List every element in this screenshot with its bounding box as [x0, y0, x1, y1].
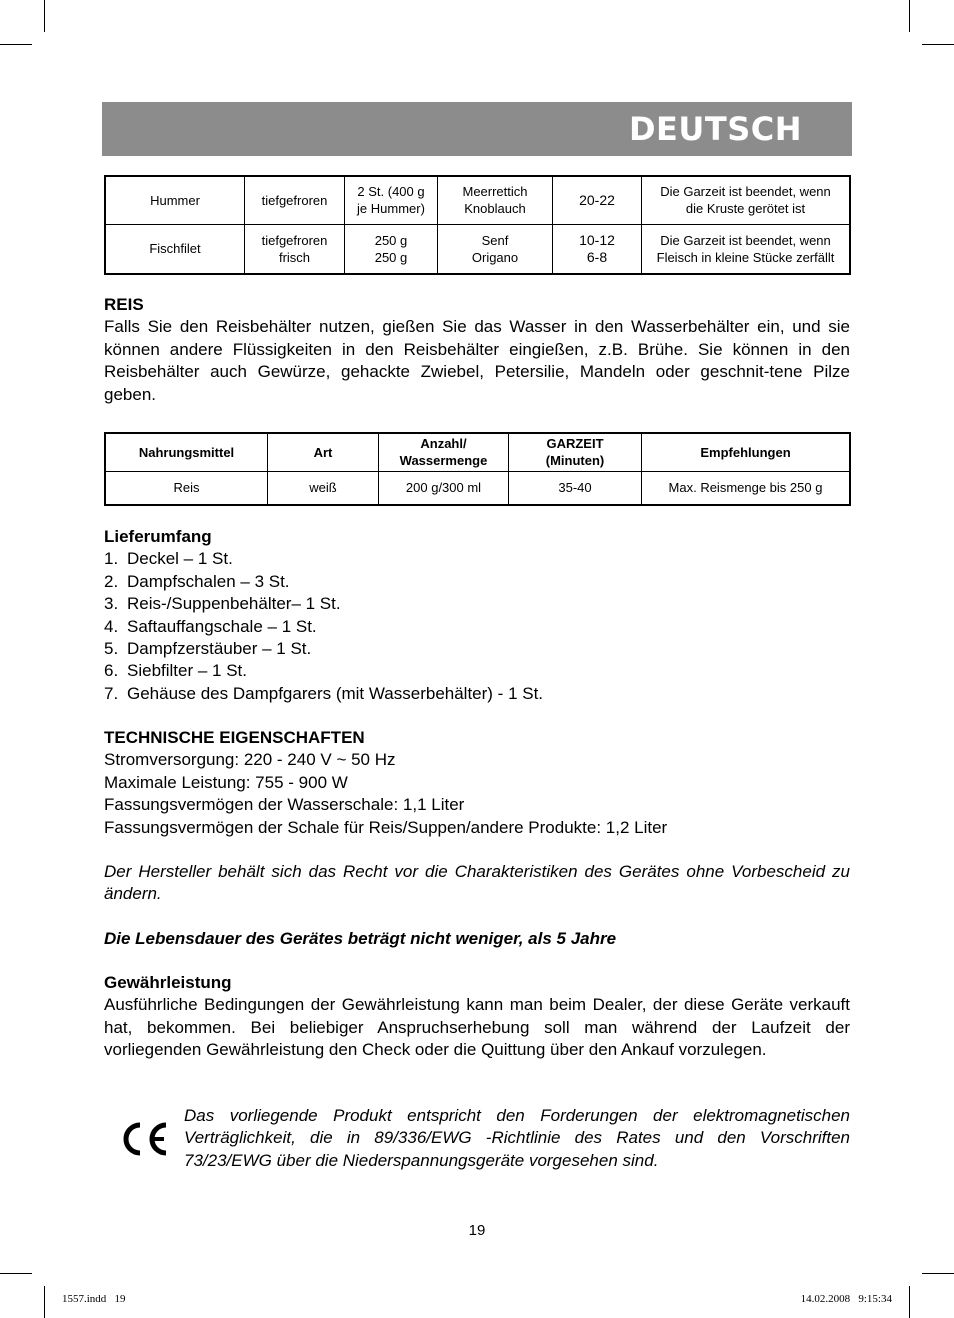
table-cell: 250 g 250 g: [345, 224, 438, 274]
list-number: 1.: [104, 549, 119, 569]
crop-mark: [0, 44, 32, 45]
list-number: 7.: [104, 683, 119, 703]
spec-line: Stromversorgung: 220 - 240 V ~ 50 Hz: [104, 750, 396, 770]
paragraph: Ausführliche Bedingungen der Gewährleistung kann man beim Dealer, der diese Geräte verkauft hat, bekommen. Bei beliebiger Anspruchserhebung soll man während der Laufzeit der vorliegenden Gewährleistung den Check oder die Quittung über den Ankauf vorzulegen.: [104, 995, 850, 1060]
section-heading: TECHNISCHE EIGENSCHAFTEN: [104, 728, 365, 747]
table-cell: 20-22: [553, 176, 642, 224]
list-item: [104, 660, 850, 682]
cooking-table: [104, 175, 851, 275]
list-text: Dampfschalen – 3 St.: [127, 571, 290, 591]
table-cell: Fischfilet: [105, 224, 245, 274]
contents-list: [104, 548, 850, 705]
list-item: [104, 548, 850, 570]
list-text: Siebfilter – 1 St.: [127, 661, 248, 681]
table-cell: 10-12 6-8: [553, 224, 642, 274]
table-cell: weiß: [268, 471, 379, 505]
column-header: Art: [268, 433, 379, 471]
list-text: Dampfzerstäuber – 1 St.: [127, 639, 312, 659]
list-number: 2.: [104, 571, 119, 591]
page-number: 19: [468, 1222, 486, 1239]
list-item: [104, 616, 850, 638]
language-banner: [102, 102, 852, 156]
table-header-row: [105, 433, 850, 471]
list-item: [104, 683, 850, 705]
crop-mark: [909, 1286, 910, 1318]
section-heading: REIS: [104, 295, 144, 314]
list-item: [104, 638, 850, 660]
manufacturer-note: Der Hersteller behält sich das Recht vor die Charakteristiken des Gerätes ohne Vorbescheid zu ändern.: [104, 862, 850, 904]
column-header: Anzahl/ Wassermenge: [379, 433, 509, 471]
column-header: GARZEIT (Minuten): [509, 433, 642, 471]
spec-line: Fassungsvermögen der Wasserschale: 1,1 Liter: [104, 795, 465, 815]
list-number: 5.: [104, 639, 119, 659]
warranty-section: [104, 972, 850, 1062]
table-cell: Hummer: [105, 176, 245, 224]
page-title: DEUTSCH: [628, 110, 802, 148]
list-number: 3.: [104, 594, 119, 614]
table-cell: Die Garzeit ist beendet, wenn Fleisch in kleine Stücke zerfällt: [642, 224, 851, 274]
table-row: [105, 471, 850, 505]
table-cell: 2 St. (400 g je Hummer): [345, 176, 438, 224]
footer-file-info: 1557.indd 19: [62, 1293, 126, 1305]
section-heading: Gewährleistung: [104, 973, 232, 992]
crop-mark: [909, 0, 910, 32]
table-cell: 200 g/300 ml: [379, 471, 509, 505]
technik-section: [104, 727, 850, 839]
table-cell: tiefgefroren frisch: [245, 224, 345, 274]
crop-mark: [44, 1286, 45, 1318]
column-header: Nahrungsmittel: [105, 433, 268, 471]
crop-mark: [44, 0, 45, 32]
list-number: 4.: [104, 616, 119, 636]
spec-line: Fassungsvermögen der Schale für Reis/Suppen/andere Produkte: 1,2 Liter: [104, 817, 668, 837]
table-cell: Reis: [105, 471, 268, 505]
table-cell: tiefgefroren: [245, 176, 345, 224]
ce-mark-icon: [116, 1120, 170, 1158]
list-text: Gehäuse des Dampfgarers (mit Wasserbehälter) - 1 St.: [127, 683, 544, 703]
table-cell: 35-40: [509, 471, 642, 505]
list-text: Deckel – 1 St.: [127, 549, 233, 569]
list-item: [104, 571, 850, 593]
table-cell: Senf Origano: [438, 224, 553, 274]
lifetime-note: Die Lebensdauer des Gerätes beträgt nicht weniger, als 5 Jahre: [104, 929, 617, 948]
list-item: [104, 593, 850, 615]
footer-timestamp: 14.02.2008 9:15:34: [800, 1293, 892, 1305]
reis-section: [104, 294, 850, 406]
ce-declaration: Das vorliegende Produkt entspricht den Forderungen der elektromagnetischen Verträglichkeit, die in 89/336/EWG -Richtlinie des Rates und den Vorschriften 73/23/EWG über die Niederspannungsgeräte vorgesehen sind.: [184, 1106, 850, 1170]
section-heading: Lieferumfang: [104, 527, 212, 546]
crop-mark: [922, 44, 954, 45]
table-row: [105, 224, 850, 274]
paragraph: Falls Sie den Reisbehälter nutzen, gießen Sie das Wasser in den Wasserbehälter ein, und sie können andere Flüssigkeiten in den Reisbehälter eingießen, z.B. Brühe. Sie können in den Reisbehälter auch Gewürze, gehackte Zwiebel, Petersilie, Mandeln oder geschnit-tene Pilze geben.: [104, 317, 850, 404]
spec-line: Maximale Leistung: 755 - 900 W: [104, 772, 348, 792]
list-number: 6.: [104, 661, 119, 681]
crop-mark: [922, 1273, 954, 1274]
list-text: Reis-/Suppenbehälter– 1 St.: [127, 594, 341, 614]
lieferumfang-section: [104, 526, 850, 705]
list-text: Saftauffangschale – 1 St.: [127, 616, 317, 636]
table-cell: Meerrettich Knoblauch: [438, 176, 553, 224]
rice-table: [104, 432, 851, 506]
table-row: [105, 176, 850, 224]
crop-mark: [0, 1273, 32, 1274]
column-header: Empfehlungen: [642, 433, 851, 471]
table-cell: Max. Reismenge bis 250 g: [642, 471, 851, 505]
table-cell: Die Garzeit ist beendet, wenn die Kruste gerötet ist: [642, 176, 851, 224]
